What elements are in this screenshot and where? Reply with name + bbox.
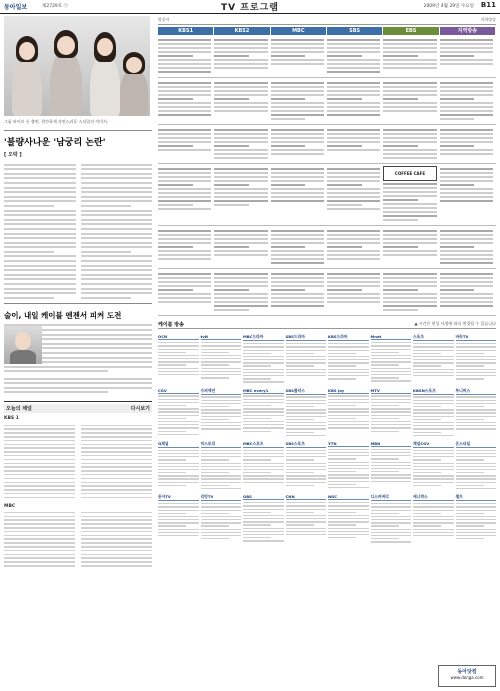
cable-channel-name: MTV	[371, 388, 412, 394]
channel-header-row	[158, 27, 496, 35]
schedule-cell	[158, 271, 214, 313]
cable-channel-name: MBN	[371, 441, 412, 447]
cable-channel-block	[286, 438, 327, 491]
cable-channel-name: MBC드라마	[243, 334, 284, 341]
cable-channel-block	[158, 438, 199, 491]
cable-channel-block	[158, 491, 199, 544]
cable-channel-name: 수퍼액션	[201, 388, 242, 395]
issue-date: 2009년 4월 29일 수요일	[423, 4, 474, 9]
cable-channel-name: Q채널	[158, 441, 199, 448]
schedule-cell	[214, 271, 270, 313]
cable-channel-block	[243, 438, 284, 491]
schedule-cell	[440, 271, 496, 313]
footer-url: www.donga.com	[450, 675, 484, 680]
listing-header: 오늘의 채널	[6, 406, 32, 413]
cable-channel-block	[456, 385, 497, 438]
cable-channel-name: 온스타일	[456, 441, 497, 448]
cable-channel-block	[456, 491, 497, 544]
cable-grid	[158, 331, 496, 544]
cable-channel-block	[371, 331, 412, 384]
cable-channel-name: NGC	[328, 494, 369, 500]
cable-channel-name: 동아TV	[158, 494, 199, 501]
cable-channel-name: OCN	[158, 334, 199, 340]
left-column	[4, 16, 152, 686]
cable-channel-name: 리빙TV	[201, 494, 242, 501]
schedule-cell	[383, 166, 439, 223]
page-number: B11	[480, 1, 496, 9]
listing-header-right: 다시보기	[130, 406, 150, 413]
cable-channel-block	[328, 331, 369, 384]
cable-channel-block	[201, 438, 242, 491]
cable-channel-name: 디스커버리	[371, 494, 412, 501]
cable-channel-block	[413, 438, 454, 491]
cable-channel-name: MBC every1	[243, 388, 284, 394]
cable-channel-name: MBC스포츠	[243, 441, 284, 448]
ad-box: COFFEE CAFE	[383, 166, 436, 181]
schedule-cell	[214, 37, 270, 75]
newspaper-logo: 동아일보	[4, 4, 28, 11]
channel-mbc: MBC	[271, 27, 326, 35]
schedule-cell	[271, 37, 327, 75]
schedule-cell	[271, 228, 327, 266]
schedule-cell	[271, 166, 327, 223]
schedule-cell	[327, 127, 383, 161]
portrait-photo	[4, 326, 42, 364]
cable-channel-name: CNN	[286, 494, 327, 500]
schedule-cell	[383, 80, 439, 122]
schedule-cell	[214, 80, 270, 122]
cable-channel-name: KBS드라마	[328, 334, 369, 341]
article-title: '불량사나운 '남궁리 논란'	[4, 138, 106, 148]
cable-channel-block	[371, 438, 412, 491]
schedule-band	[158, 269, 496, 316]
cable-channel-block	[413, 385, 454, 438]
section-title: TV 프로그램	[220, 3, 279, 13]
schedule-cell	[440, 127, 496, 161]
footer-logo: 동아닷컴	[457, 669, 477, 675]
cable-channel-block	[243, 331, 284, 384]
cable-channel-block	[328, 491, 369, 544]
schedule-cell	[383, 127, 439, 161]
second-article-title: 술이, 내일 케이블 엔젠서 피켜 도전	[4, 311, 122, 321]
cable-channel-name: tvN	[201, 334, 242, 340]
cable-channel-block	[201, 385, 242, 438]
schedule-cell	[383, 228, 439, 266]
cable-channel-name: 스포츠	[413, 334, 454, 341]
cable-channel-block	[328, 438, 369, 491]
cable-channel-name: KBSN스포츠	[413, 388, 454, 395]
schedule-bands	[158, 35, 496, 316]
schedule-cell	[158, 80, 214, 122]
cable-channel-block	[201, 331, 242, 384]
cable-channel-name: KBS joy	[328, 388, 369, 394]
cable-channel-block	[328, 385, 369, 438]
cable-note: ▲ 시간은 편성 사정에 따라 변경될 수 있습니다	[414, 321, 496, 327]
article-body	[4, 161, 152, 301]
feature-photo	[4, 16, 150, 116]
cable-channel-block	[243, 385, 284, 438]
schedule-cell	[158, 127, 214, 161]
schedule-cell	[383, 271, 439, 313]
cable-channel-block	[158, 331, 199, 384]
cable-channel-name: 바둑TV	[456, 334, 497, 341]
schedule-cell	[440, 228, 496, 266]
cable-channel-name: Mnet	[371, 334, 412, 340]
cable-channel-block	[158, 385, 199, 438]
schedule-cell	[440, 166, 496, 223]
cable-title: 케이블 방송	[158, 321, 184, 328]
cable-channel-name: 투니버스	[456, 388, 497, 395]
footer-badge	[438, 665, 496, 687]
channel-listing	[4, 401, 152, 568]
schedule-cell	[383, 37, 439, 75]
schedule-topbar	[158, 16, 496, 25]
tv-schedule	[158, 16, 496, 545]
schedule-cell	[327, 37, 383, 75]
cable-header	[158, 320, 496, 329]
schedule-cell	[440, 80, 496, 122]
page-header	[0, 0, 500, 14]
cable-channel-block	[456, 438, 497, 491]
cable-channel-block	[413, 491, 454, 544]
listing-section-b: MBC	[4, 503, 16, 509]
channel-sbs: SBS	[327, 27, 382, 35]
schedule-cell	[158, 228, 214, 266]
second-article-body	[4, 324, 152, 393]
cable-channel-name: 애니박스	[413, 494, 454, 501]
channel-ebs: EBS	[383, 27, 438, 35]
cable-channel-block	[456, 331, 497, 384]
schedule-cell	[158, 166, 214, 223]
cable-channel-name: SBS드라마	[286, 334, 327, 341]
channel-local: 지역방송	[440, 27, 495, 35]
cable-channel-name: CGV	[158, 388, 199, 394]
schedule-cell	[158, 37, 214, 75]
article-tag: [ 오락 ]	[4, 152, 22, 158]
schedule-cell	[271, 80, 327, 122]
channel-kbs2: KBS2	[214, 27, 269, 35]
cable-channel-block	[243, 491, 284, 544]
cable-channel-name: 채널CGV	[413, 441, 454, 448]
cable-channel-block	[371, 491, 412, 544]
topbar-left: 방송사	[158, 17, 170, 22]
schedule-band	[158, 226, 496, 269]
schedule-cell	[327, 80, 383, 122]
cable-channel-block	[286, 331, 327, 384]
cable-channel-name: 챔프	[456, 494, 497, 501]
schedule-cell	[271, 271, 327, 313]
cable-channel-name: SBS플러스	[286, 388, 327, 395]
schedule-cell	[327, 228, 383, 266]
schedule-band	[158, 125, 496, 164]
cable-channel-name: 히스토리	[201, 441, 242, 448]
schedule-band	[158, 164, 496, 226]
cable-channel-name: OBS	[243, 494, 284, 500]
cable-channel-block	[286, 385, 327, 438]
schedule-cell	[271, 127, 327, 161]
schedule-cell	[214, 166, 270, 223]
schedule-cell	[440, 37, 496, 75]
cable-channel-name: SBS스포츠	[286, 441, 327, 448]
topbar-right: 지역방송	[480, 17, 496, 22]
schedule-band	[158, 35, 496, 78]
cable-channel-block	[413, 331, 454, 384]
cable-channel-name: YTN	[328, 441, 369, 447]
cable-channel-block	[371, 385, 412, 438]
schedule-cell	[327, 271, 383, 313]
schedule-cell	[214, 127, 270, 161]
schedule-cell	[214, 228, 270, 266]
channel-kbs1: KBS1	[158, 27, 213, 35]
listing-section-a: KBS 1	[4, 416, 19, 422]
cable-channel-block	[286, 491, 327, 544]
cable-channel-block	[201, 491, 242, 544]
schedule-cell	[327, 166, 383, 223]
issue-number: 제2729호 ⓒ	[42, 4, 69, 9]
schedule-band	[158, 78, 496, 125]
photo-caption: 그룹 바이브 등 출연. 편안하게 자연스러운 스타일의 이미지.	[4, 119, 109, 124]
